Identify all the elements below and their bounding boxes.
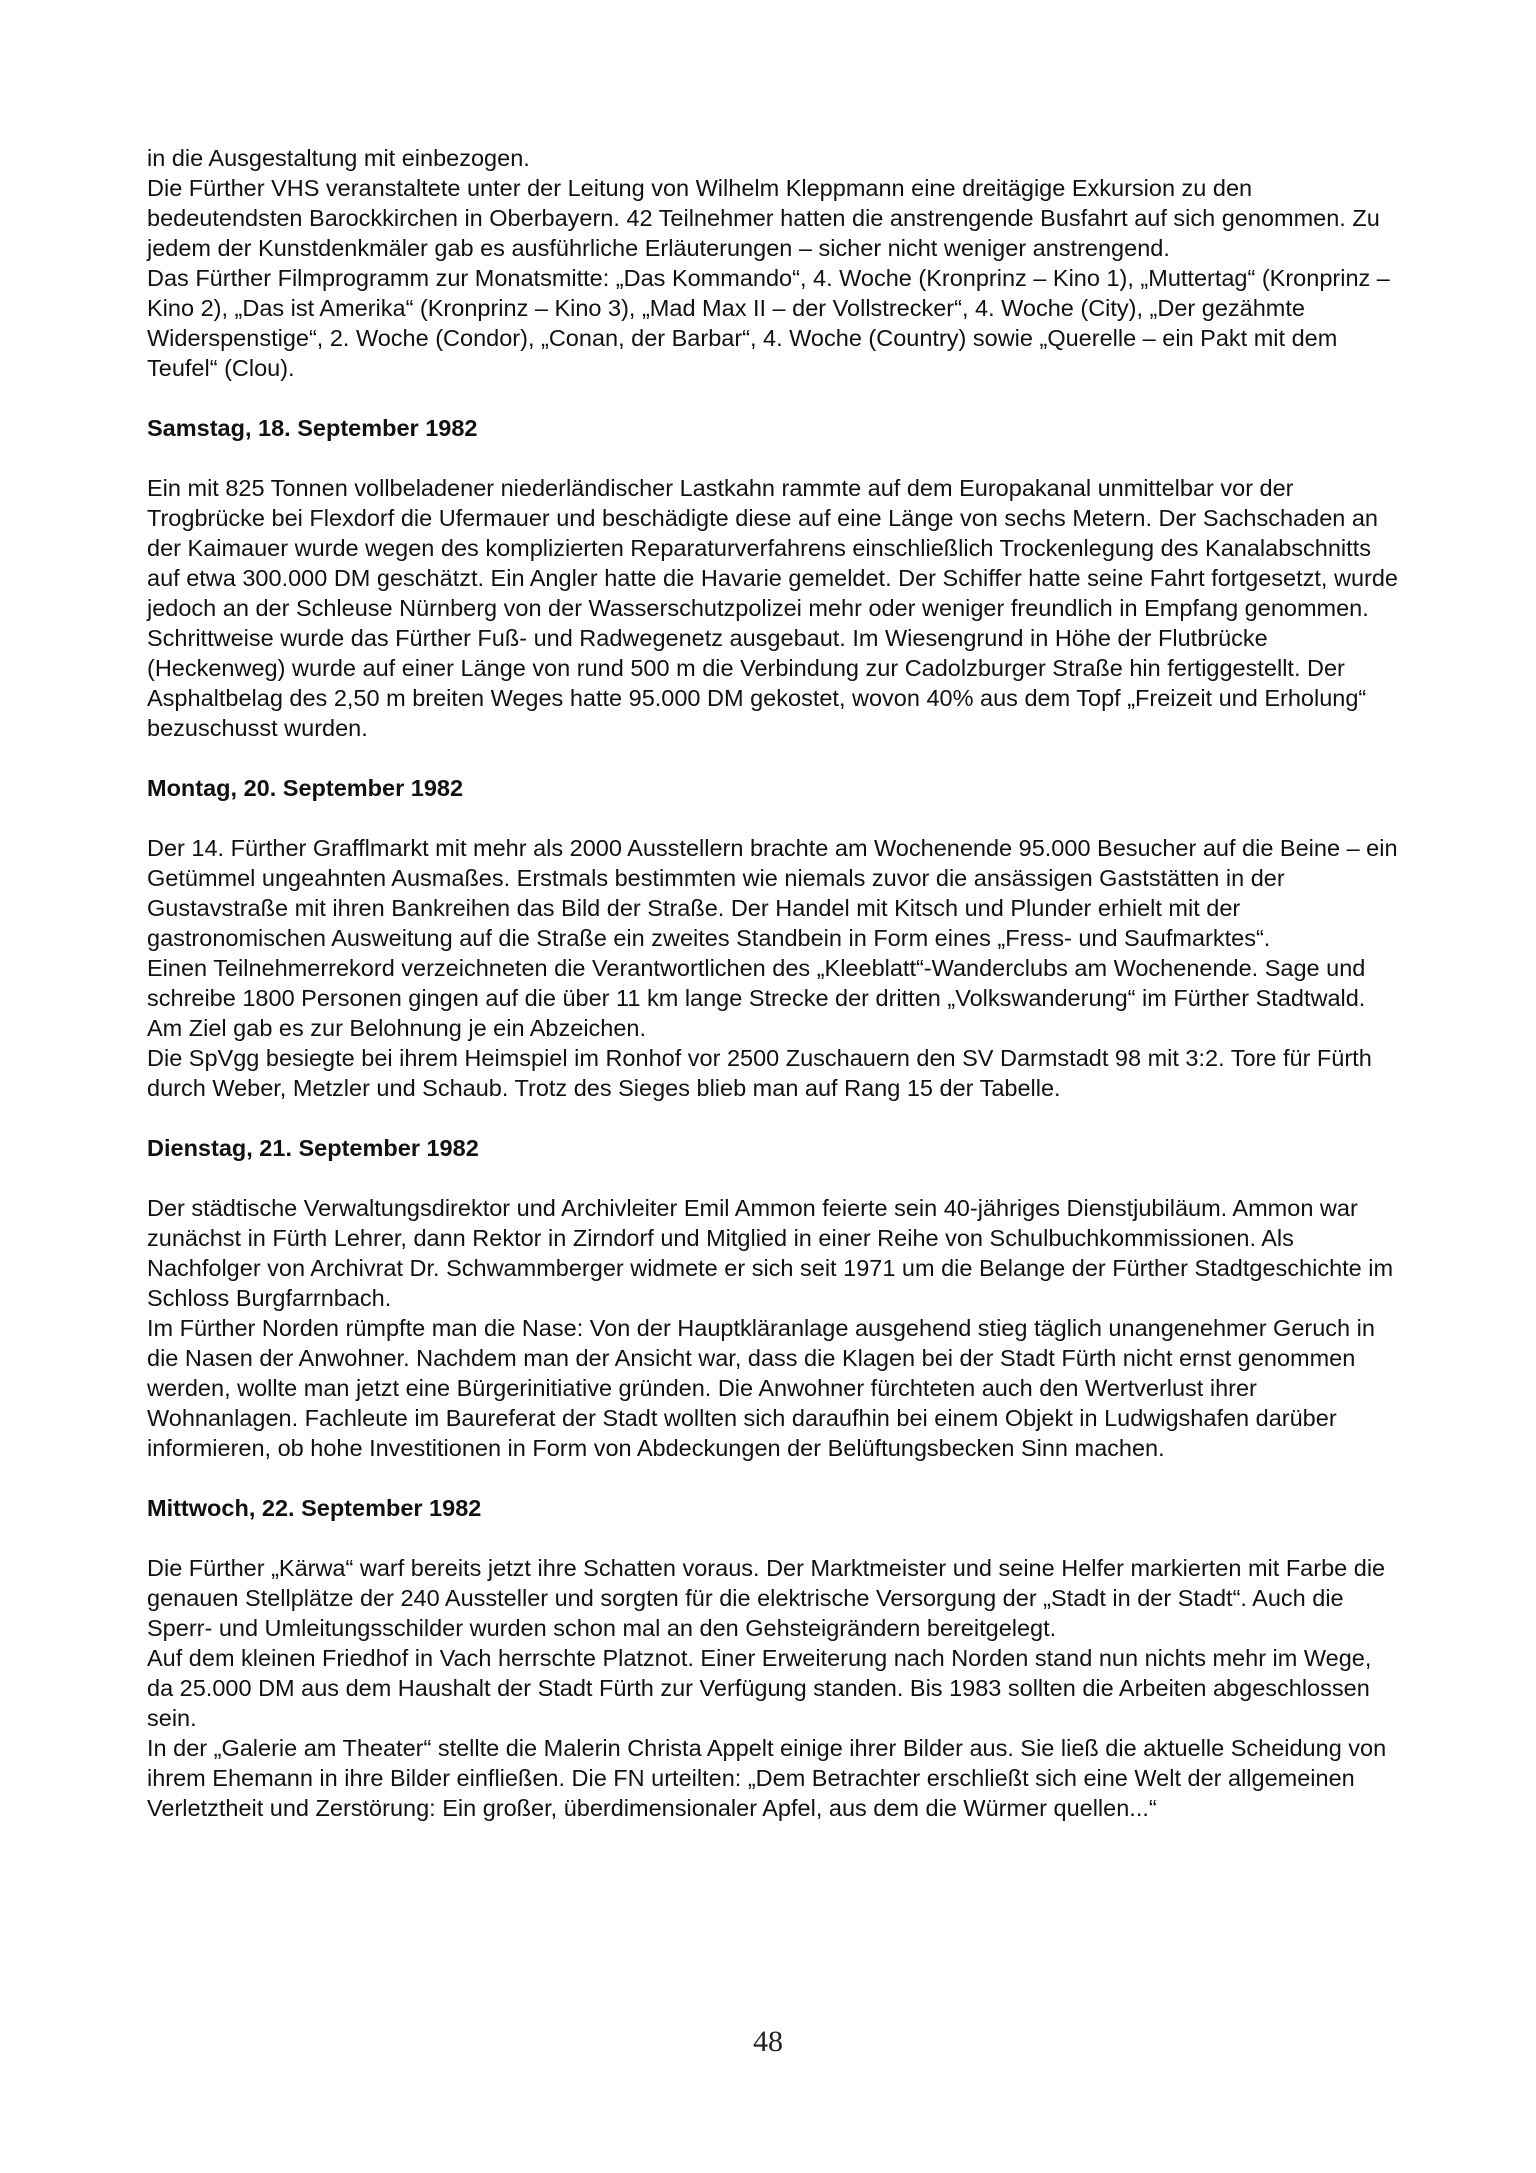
- paragraph: in die Ausgestaltung mit einbezogen.: [147, 145, 530, 171]
- paragraph: Einen Teilnehmerrekord verzeichneten die Verantwortlichen des „Kleeblatt“-Wanderclubs am Wochenende. Sage und schreibe 1800 Personen gingen auf die über 11 km lange Strecke der dritten „Volkswanderung“ im Fürther Stadtwald. Am Ziel gab es zur Belohnung je ein Abzeichen.: [147, 955, 1366, 1041]
- document-body: [147, 143, 1402, 1823]
- page-number: 48: [753, 2025, 783, 2058]
- paragraph: Die Fürther VHS veranstaltete unter der Leitung von Wilhelm Kleppmann eine dreitägige Exkursion zu den bedeutendsten Barockkirchen in Oberbayern. 42 Teilnehmer hatten die anstrengende Busfahrt auf sich genommen. Zu jedem der Kunstdenkmäler gab es ausführliche Erläuterungen – sicher nicht weniger anstrengend.: [147, 175, 1380, 261]
- section-samstag-18-september: [147, 413, 1402, 743]
- section-heading: Dienstag, 21. September 1982: [147, 1135, 479, 1161]
- paragraph: Die SpVgg besiegte bei ihrem Heimspiel im Ronhof vor 2500 Zuschauern den SV Darmstadt 98 mit 3:2. Tore für Fürth durch Weber, Metzler und Schaub. Trotz des Sieges blieb man auf Rang 15 der Tabelle.: [147, 1045, 1372, 1101]
- section-heading: Samstag, 18. September 1982: [147, 415, 478, 441]
- paragraph: Im Fürther Norden rümpfte man die Nase: Von der Hauptkläranlage ausgehend stieg täglich unangenehmer Geruch in die Nasen der Anwohner. Nachdem man der Ansicht war, dass die Klagen bei der Stadt Fürth nicht ernst genommen werden, wollte man jetzt eine Bürgerinitiative gründen. Die Anwohner fürchteten auch den Wertverlust ihrer Wohnanlagen. Fachleute im Baureferat der Stadt wollten sich daraufhin bei einem Objekt in Ludwigshafen darüber informieren, ob hohe Investitionen in Form von Abdeckungen der Belüftungsbecken Sinn machen.: [147, 1315, 1375, 1461]
- section-dienstag-21-september: [147, 1133, 1402, 1463]
- section-mittwoch-22-september: [147, 1493, 1402, 1823]
- paragraph: Der 14. Fürther Grafflmarkt mit mehr als 2000 Ausstellern brachte am Wochenende 95.000 Besucher auf die Beine – ein Getümmel ungeahnten Ausmaßes. Erstmals bestimmten wie niemals zuvor die ansässigen Gaststätten in der Gustavstraße mit ihren Bankreihen das Bild der Straße. Der Handel mit Kitsch und Plunder erhielt mit der gastronomischen Ausweitung auf die Straße ein zweites Standbein in Form eines „Fress- und Saufmarktes“.: [147, 835, 1398, 951]
- intro-block: [147, 143, 1402, 383]
- section-heading: Montag, 20. September 1982: [147, 775, 464, 801]
- paragraph: Auf dem kleinen Friedhof in Vach herrschte Platznot. Einer Erweiterung nach Norden stand nun nichts mehr im Wege, da 25.000 DM aus dem Haushalt der Stadt Fürth zur Verfügung standen. Bis 1983 sollten die Arbeiten abgeschlossen sein.: [147, 1645, 1372, 1731]
- section-montag-20-september: [147, 773, 1402, 1103]
- paragraph: Die Fürther „Kärwa“ warf bereits jetzt ihre Schatten voraus. Der Marktmeister und seine Helfer markierten mit Farbe die genauen Stellplätze der 240 Aussteller und sorgten für die elektrische Versorgung der „Stadt in der Stadt“. Auch die Sperr- und Umleitungsschilder wurden schon mal an den Gehsteigrändern bereitgelegt.: [147, 1555, 1386, 1641]
- section-heading: Mittwoch, 22. September 1982: [147, 1495, 482, 1521]
- paragraph: In der „Galerie am Theater“ stellte die Malerin Christa Appelt einige ihrer Bilder aus. Sie ließ die aktuelle Scheidung von ihrem Ehemann in ihre Bilder einfließen. Die FN urteilten: „Dem Betrachter erschließt sich eine Welt der allgemeinen Verletztheit und Zerstörung: Ein großer, überdimensionaler Apfel, aus dem die Würmer quellen...“: [147, 1735, 1387, 1821]
- paragraph: Das Fürther Filmprogramm zur Monatsmitte: „Das Kommando“, 4. Woche (Kronprinz – Kino 1), „Muttertag“ (Kronprinz – Kino 2), „Das ist Amerika“ (Kronprinz – Kino 3), „Mad Max II – der Vollstrecker“, 4. Woche (City), „Der gezähmte Widerspenstige“, 2. Woche (Condor), „Conan, der Barbar“, 4. Woche (Country) sowie „Querelle – ein Pakt mit dem Teufel“ (Clou).: [147, 265, 1390, 381]
- paragraph: Schrittweise wurde das Fürther Fuß- und Radwegenetz ausgebaut. Im Wiesengrund in Höhe der Flutbrücke (Heckenweg) wurde auf einer Länge von rund 500 m die Verbindung zur Cadolzburger Straße hin fertiggestellt. Der Asphaltbelag des 2,50 m breiten Weges hatte 95.000 DM gekostet, wovon 40% aus dem Topf „Freizeit und Erholung“ bezuschusst wurden.: [147, 625, 1367, 741]
- paragraph: Ein mit 825 Tonnen vollbeladener niederländischer Lastkahn rammte auf dem Europakanal unmittelbar vor der Trogbrücke bei Flexdorf die Ufermauer und beschädigte diese auf eine Länge von sechs Metern. Der Sachschaden an der Kaimauer wurde wegen des komplizierten Reparaturverfahrens einschließlich Trockenlegung des Kanalabschnitts auf etwa 300.000 DM geschätzt. Ein Angler hatte die Havarie gemeldet. Der Schiffer hatte seine Fahrt fortgesetzt, wurde jedoch an der Schleuse Nürnberg von der Wasserschutzpolizei mehr oder weniger freundlich in Empfang genommen.: [147, 475, 1398, 621]
- paragraph: Der städtische Verwaltungsdirektor und Archivleiter Emil Ammon feierte sein 40-jähriges Dienstjubiläum. Ammon war zunächst in Fürth Lehrer, dann Rektor in Zirndorf und Mitglied in einer Reihe von Schulbuchkommissionen. Als Nachfolger von Archivrat Dr. Schwammberger widmete er sich seit 1971 um die Belange der Fürther Stadtgeschichte im Schloss Burgfarrnbach.: [147, 1195, 1394, 1311]
